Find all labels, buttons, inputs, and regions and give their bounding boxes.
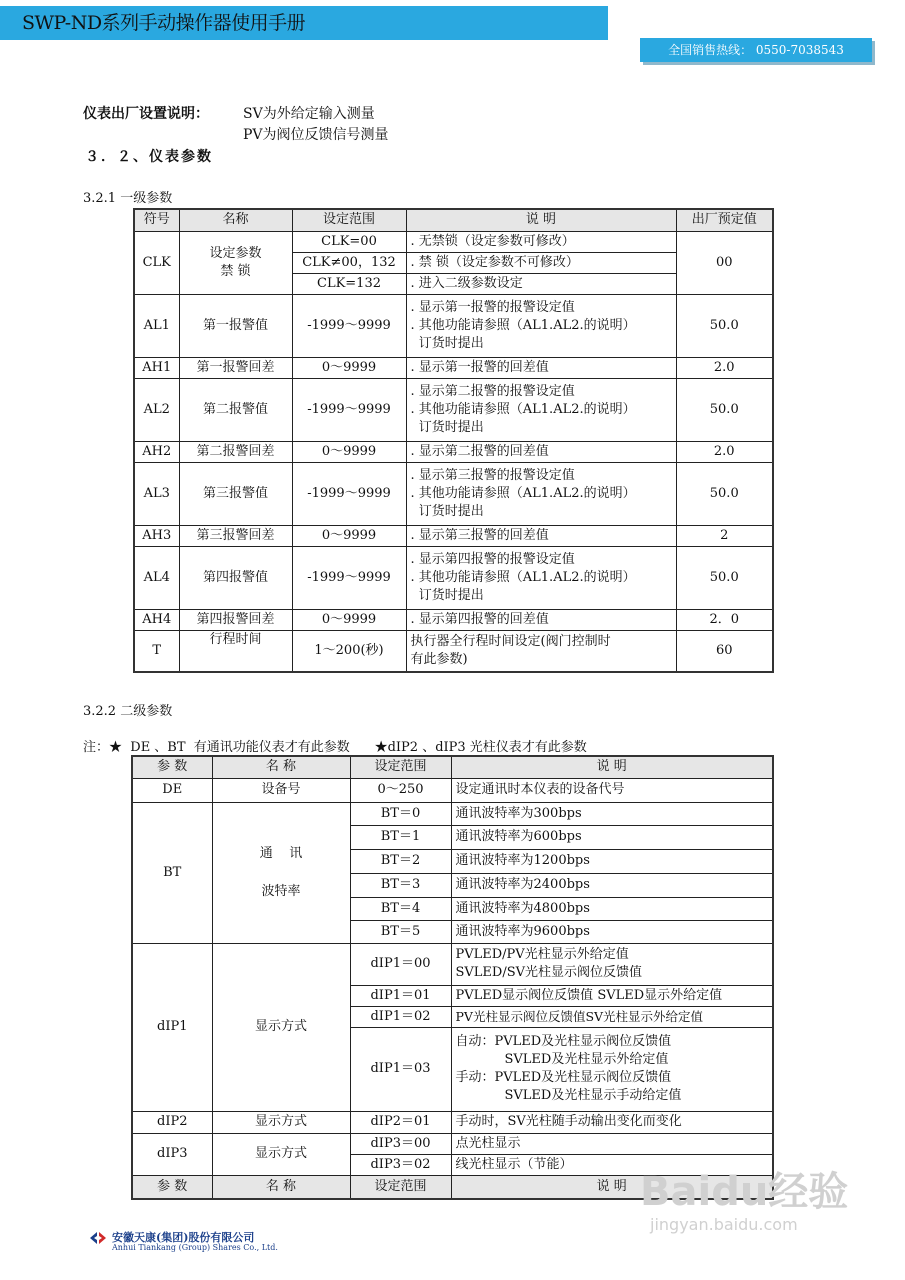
bt-range: BT＝2 — [350, 849, 451, 873]
param-desc: . 显示第四报警的报警设定值 — [410, 551, 575, 567]
table-row — [134, 546, 773, 609]
table-row — [134, 630, 773, 672]
dip1-symbol: dIP1 — [132, 943, 212, 1111]
header-range: 设定范围 — [292, 209, 406, 231]
param-range: -1999～9999 — [292, 546, 406, 609]
baidu-watermark-url: jingyan.baidu.com — [650, 1215, 798, 1234]
baidu-watermark: Baidu经验 — [640, 1169, 849, 1215]
header-range: 设定范围 — [350, 756, 451, 778]
param-symbol: AL2 — [134, 378, 179, 441]
bt-desc: 通讯波特率为1200bps — [451, 849, 773, 873]
param-desc: 订货时提出 — [410, 503, 484, 519]
param-name: 行程时间 — [179, 630, 292, 672]
factory-note-line2: PV为阀位反馈信号测量 — [243, 127, 389, 143]
dip3-range: dIP3＝00 — [350, 1133, 451, 1154]
header-param: 参 数 — [132, 756, 212, 778]
sales-hotline-badge: 全国销售热线： 0550-7038543 — [640, 38, 872, 62]
section-title: ３．２、仪表参数 — [85, 149, 213, 165]
param-desc: . 显示第二报警的报警设定值 — [410, 383, 575, 399]
param-range: 0～9999 — [292, 525, 406, 546]
footer-name: 名 称 — [212, 1175, 350, 1199]
dip1-desc: SVLED及光柱显示外给定值 — [504, 1052, 669, 1067]
dip3-symbol: dIP3 — [132, 1133, 212, 1175]
param-desc: . 显示第三报警的回差值 — [406, 525, 676, 546]
clk-desc: . 禁 锁（设定参数不可修改） — [406, 252, 676, 273]
param-name: 第四报警值 — [179, 546, 292, 609]
param-default: 2 — [676, 525, 773, 546]
company-logo-icon — [88, 1230, 108, 1246]
param-default: 2.0 — [676, 441, 773, 462]
bt-desc: 通讯波特率为300bps — [451, 802, 773, 825]
level1-title: 3.2.1 一级参数 — [83, 191, 173, 206]
param-desc: . 其他功能请参照（AL1.AL2.的说明） — [410, 485, 636, 501]
param-name: 第一报警回差 — [179, 357, 292, 378]
param-name: 第三报警回差 — [179, 525, 292, 546]
level2-note: 注：★ DE 、BT 有通讯功能仪表才有此参数 ★dIP2 、dIP3 光柱仪表才有此参数 — [83, 740, 587, 755]
param-default: 2．0 — [676, 609, 773, 630]
param-default: 50.0 — [676, 378, 773, 441]
de-range: 0～250 — [350, 778, 451, 802]
bt-range: BT＝5 — [350, 920, 451, 943]
dip2-name: 显示方式 — [212, 1111, 350, 1133]
param-desc: . 其他功能请参照（AL1.AL2.的说明） — [410, 401, 636, 417]
param-symbol: AL4 — [134, 546, 179, 609]
param-range: 0～9999 — [292, 357, 406, 378]
company-name-en: Anhui Tiankang (Group) Shares Co., Ltd. — [112, 1243, 278, 1252]
header-description: 说 明 — [451, 756, 773, 778]
dip1-desc: 自动：PVLED及光柱显示阀位反馈值 — [455, 1034, 672, 1049]
table-row — [134, 378, 773, 441]
document-title: SWP-ND系列手动操作器使用手册 — [22, 12, 306, 34]
table-row — [134, 441, 773, 462]
param-name: 第三报警值 — [179, 462, 292, 525]
param-desc: . 显示第三报警的报警设定值 — [410, 467, 575, 483]
de-name: 设备号 — [212, 778, 350, 802]
dip1-range: dIP1＝01 — [350, 985, 451, 1006]
dip1-desc: PVLED显示阀位反馈值 SVLED显示外给定值 — [451, 985, 773, 1006]
param-symbol: AH3 — [134, 525, 179, 546]
param-default: 2.0 — [676, 357, 773, 378]
table-row — [132, 1133, 773, 1154]
table-row — [132, 1111, 773, 1133]
dip1-desc: 手动：PVLED及光柱显示阀位反馈值 — [455, 1070, 672, 1085]
param-default: 50.0 — [676, 462, 773, 525]
param-default: 50.0 — [676, 546, 773, 609]
table-header-row — [134, 209, 773, 231]
clk-name: 设定参数 禁 锁 — [179, 231, 292, 294]
factory-note-label: 仪表出厂设置说明： — [83, 106, 209, 122]
param-range: 0～9999 — [292, 609, 406, 630]
param-desc: . 显示第四报警的回差值 — [406, 609, 676, 630]
bt-desc: 通讯波特率为600bps — [451, 825, 773, 849]
param-range: 1～200(秒) — [292, 630, 406, 672]
table-row — [132, 778, 773, 802]
company-name-cn: 安徽天康(集团)股份有限公司 — [112, 1231, 255, 1244]
footer-range: 设定范围 — [350, 1175, 451, 1199]
param-name: 第二报警值 — [179, 378, 292, 441]
bt-desc: 通讯波特率为9600bps — [451, 920, 773, 943]
bt-desc: 通讯波特率为4800bps — [451, 897, 773, 920]
param-desc: 订货时提出 — [410, 335, 484, 351]
param-desc: . 其他功能请参照（AL1.AL2.的说明） — [410, 569, 636, 585]
de-symbol: DE — [132, 778, 212, 802]
param-name: 第一报警值 — [179, 294, 292, 357]
bt-range: BT＝0 — [350, 802, 451, 825]
param-range: 0～9999 — [292, 441, 406, 462]
param-desc: 执行器全行程时间设定(阀门控制时 — [410, 633, 611, 649]
factory-note-line1: SV为外给定输入测量 — [243, 106, 375, 122]
dip1-desc: PVLED/PV光柱显示外给定值 — [455, 947, 629, 962]
dip2-range: dIP2＝01 — [350, 1111, 451, 1133]
dip1-name: 显示方式 — [212, 943, 350, 1111]
dip2-desc: 手动时，SV光柱随手动输出变化而变化 — [451, 1111, 773, 1133]
dip1-desc: SVLED/SV光柱显示阀位反馈值 — [455, 965, 643, 980]
param-range: -1999～9999 — [292, 294, 406, 357]
dip1-range: dIP1＝02 — [350, 1006, 451, 1027]
dip2-symbol: dIP2 — [132, 1111, 212, 1133]
bt-range: BT＝4 — [350, 897, 451, 920]
table-row — [134, 609, 773, 630]
level2-title: 3.2.2 二级参数 — [83, 704, 173, 719]
dip1-range: dIP1＝00 — [350, 943, 451, 985]
table-row — [134, 462, 773, 525]
clk-default: 00 — [676, 231, 773, 294]
dip3-desc: 点光柱显示 — [451, 1133, 773, 1154]
dip1-desc: SVLED及光柱显示手动给定值 — [504, 1088, 682, 1103]
param-name: 第二报警回差 — [179, 441, 292, 462]
level1-parameter-table — [133, 208, 774, 673]
param-desc: 订货时提出 — [410, 587, 484, 603]
table-header-row — [132, 756, 773, 778]
bt-desc: 通讯波特率为2400bps — [451, 873, 773, 897]
table-row — [132, 802, 773, 825]
bt-symbol: BT — [132, 802, 212, 943]
param-symbol: AL3 — [134, 462, 179, 525]
param-desc: . 显示第一报警的报警设定值 — [410, 299, 575, 315]
level2-parameter-table — [131, 755, 774, 1200]
param-name: 第四报警回差 — [179, 609, 292, 630]
param-symbol: AL1 — [134, 294, 179, 357]
clk-range: CLK=00 — [292, 231, 406, 252]
param-desc: . 显示第一报警的回差值 — [406, 357, 676, 378]
dip3-desc: 线光柱显示（节能） — [451, 1154, 773, 1175]
param-desc: 有此参数) — [410, 651, 468, 667]
header-description: 说 明 — [406, 209, 676, 231]
clk-range: CLK=132 — [292, 273, 406, 294]
bt-range: BT＝1 — [350, 825, 451, 849]
bt-name: 波特率 — [261, 883, 301, 899]
param-symbol: AH4 — [134, 609, 179, 630]
bt-name: 通 讯 — [259, 845, 303, 861]
table-row — [134, 357, 773, 378]
clk-symbol: CLK — [134, 231, 179, 294]
clk-range: CLK≠00，132 — [292, 252, 406, 273]
param-range: -1999～9999 — [292, 462, 406, 525]
footer-param: 参 数 — [132, 1175, 212, 1199]
dip3-name: 显示方式 — [212, 1133, 350, 1175]
param-default: 50.0 — [676, 294, 773, 357]
dip1-range: dIP1＝03 — [350, 1027, 451, 1111]
param-range: -1999～9999 — [292, 378, 406, 441]
param-desc: . 其他功能请参照（AL1.AL2.的说明） — [410, 317, 636, 333]
bt-range: BT＝3 — [350, 873, 451, 897]
de-desc: 设定通讯时本仪表的设备代号 — [451, 778, 773, 802]
footer-description: 说 明 — [451, 1175, 773, 1199]
param-desc: 订货时提出 — [410, 419, 484, 435]
table-row — [134, 231, 773, 252]
param-symbol: AH2 — [134, 441, 179, 462]
table-row — [134, 294, 773, 357]
header-default: 出厂预定值 — [676, 209, 773, 231]
param-default: 60 — [676, 630, 773, 672]
dip3-range: dIP3＝02 — [350, 1154, 451, 1175]
param-desc: . 显示第二报警的回差值 — [406, 441, 676, 462]
clk-desc: . 进入二级参数设定 — [406, 273, 676, 294]
dip1-desc: PV光柱显示阀位反馈值SV光柱显示外给定值 — [451, 1006, 773, 1027]
param-symbol: AH1 — [134, 357, 179, 378]
header-symbol: 符号 — [134, 209, 179, 231]
header-name: 名称 — [179, 209, 292, 231]
param-symbol: T — [134, 630, 179, 672]
header-name: 名 称 — [212, 756, 350, 778]
table-row — [132, 943, 773, 985]
table-row — [134, 525, 773, 546]
clk-desc: . 无禁锁（设定参数可修改） — [406, 231, 676, 252]
